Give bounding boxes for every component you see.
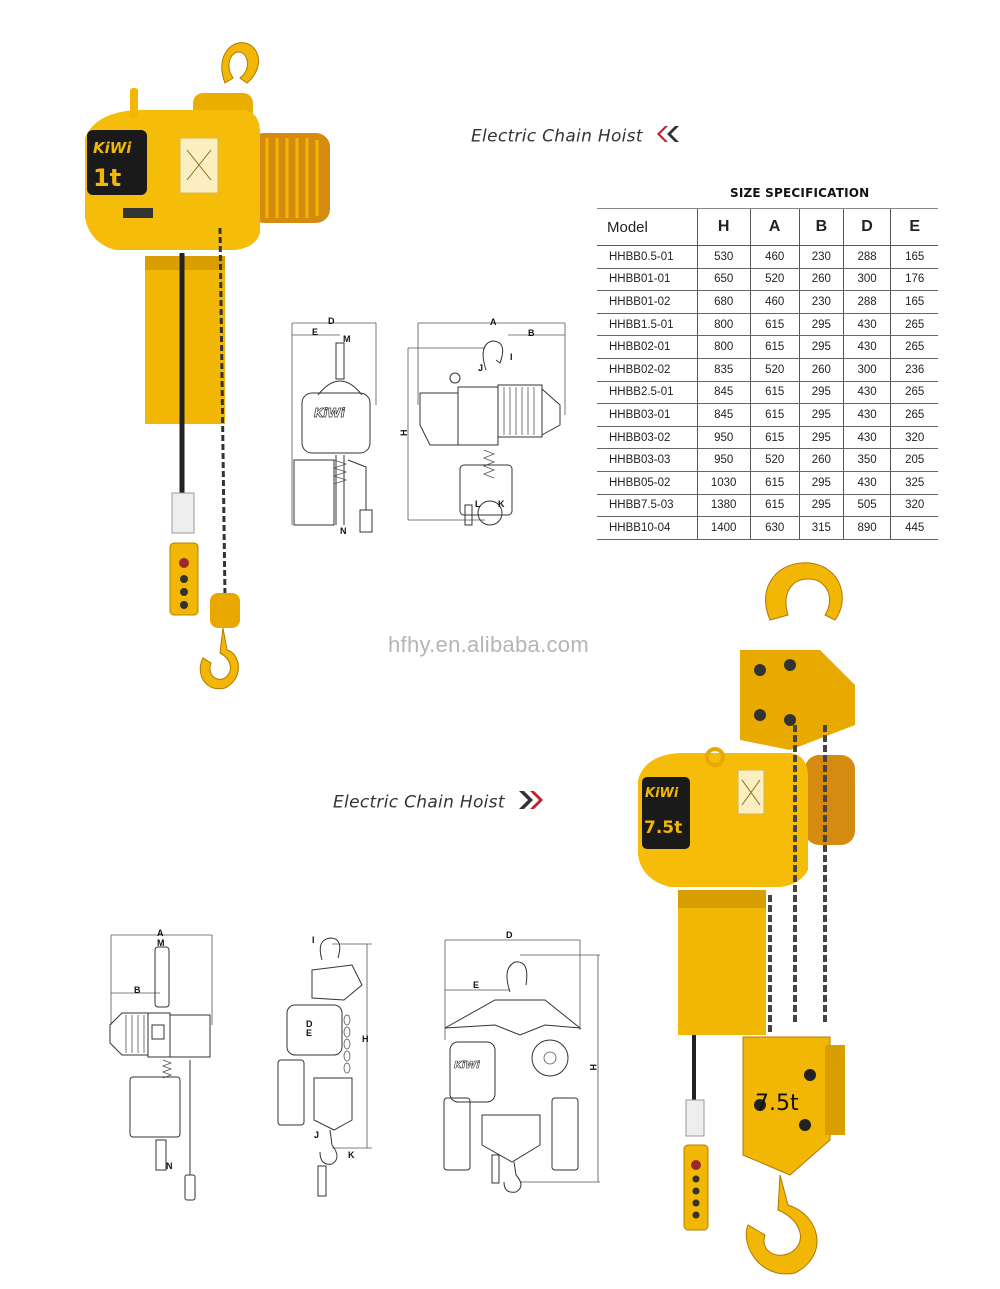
- table-row: [597, 426, 938, 449]
- cell-model: HHBB01-01: [597, 268, 697, 291]
- table-row: [597, 313, 938, 336]
- cell-h: 1380: [697, 494, 750, 517]
- svg-text:J: J: [314, 1130, 320, 1140]
- cell-model: HHBB02-02: [597, 358, 697, 381]
- cell-h: 1030: [697, 471, 750, 494]
- brand-logo: KiWi: [93, 139, 132, 157]
- cell-e: 236: [891, 358, 938, 381]
- cell-d: 300: [843, 268, 891, 291]
- cell-d: 430: [843, 426, 891, 449]
- cell-a: 615: [750, 404, 799, 427]
- cell-h: 950: [697, 449, 750, 472]
- hoist-photo-7-5t: [630, 555, 865, 1280]
- cell-d: 430: [843, 313, 891, 336]
- cell-b: 295: [799, 404, 843, 427]
- cell-a: 615: [750, 313, 799, 336]
- table-row: [597, 449, 938, 472]
- svg-text:D: D: [306, 1019, 313, 1029]
- column-header-e: E: [891, 209, 938, 246]
- column-header-h: H: [697, 209, 750, 246]
- cell-model: HHBB2.5-01: [597, 381, 697, 404]
- svg-text:I: I: [312, 935, 315, 945]
- electric-chain-hoist-7-5t-illustration: [630, 555, 865, 1280]
- size-specification-table: [597, 208, 938, 540]
- svg-text:H: H: [400, 429, 409, 436]
- cell-e: 445: [891, 517, 938, 540]
- table-row: [597, 381, 938, 404]
- column-header-model: Model: [597, 209, 697, 246]
- cell-h: 680: [697, 291, 750, 314]
- cell-a: 520: [750, 449, 799, 472]
- cell-d: 288: [843, 246, 891, 269]
- cell-d: 288: [843, 291, 891, 314]
- capacity-label: 1t: [93, 164, 122, 192]
- double-chevron-left-icon: [655, 125, 679, 148]
- cell-h: 950: [697, 426, 750, 449]
- svg-text:D: D: [328, 316, 335, 326]
- svg-text:L: L: [475, 499, 481, 509]
- svg-text:N: N: [166, 1161, 173, 1171]
- cell-b: 295: [799, 313, 843, 336]
- svg-text:KiWi: KiWi: [454, 1060, 480, 1071]
- table-row: [597, 358, 938, 381]
- cell-h: 800: [697, 313, 750, 336]
- table-row: [597, 246, 938, 269]
- cell-e: 265: [891, 381, 938, 404]
- cell-e: 265: [891, 336, 938, 359]
- cell-b: 230: [799, 246, 843, 269]
- cell-d: 300: [843, 358, 891, 381]
- cell-b: 295: [799, 494, 843, 517]
- cell-b: 295: [799, 336, 843, 359]
- heading-text: Electric Chain Hoist: [333, 792, 505, 813]
- cell-a: 520: [750, 358, 799, 381]
- table-row: [597, 471, 938, 494]
- cell-model: HHBB01-02: [597, 291, 697, 314]
- watermark-url: hfhy.en.alibaba.com: [388, 632, 589, 657]
- cell-e: 165: [891, 291, 938, 314]
- cell-e: 320: [891, 426, 938, 449]
- cell-model: HHBB10-04: [597, 517, 697, 540]
- svg-text:K: K: [498, 499, 505, 509]
- column-header-d: D: [843, 209, 891, 246]
- table-row: [597, 494, 938, 517]
- double-chevron-right-icon: [517, 790, 547, 815]
- section-heading-bottom: [333, 790, 547, 815]
- cell-d: 430: [843, 404, 891, 427]
- cell-h: 530: [697, 246, 750, 269]
- cell-a: 520: [750, 268, 799, 291]
- svg-text:M: M: [157, 938, 165, 948]
- cell-h: 845: [697, 404, 750, 427]
- svg-text:KiWi: KiWi: [314, 406, 345, 420]
- cell-h: 835: [697, 358, 750, 381]
- cell-b: 260: [799, 358, 843, 381]
- dimension-diagram-bottom-double: [440, 930, 605, 1200]
- svg-text:I: I: [510, 352, 513, 362]
- cell-h: 1400: [697, 517, 750, 540]
- capacity-label: 7.5t: [644, 818, 683, 838]
- cell-d: 430: [843, 381, 891, 404]
- svg-text:H: H: [588, 1064, 598, 1071]
- cell-model: HHBB03-01: [597, 404, 697, 427]
- cell-model: HHBB0.5-01: [597, 246, 697, 269]
- dimension-diagram-bottom-front: [272, 930, 382, 1205]
- cell-model: HHBB7.5-03: [597, 494, 697, 517]
- column-header-b: B: [799, 209, 843, 246]
- brand-logo: KiWi: [645, 786, 679, 801]
- svg-text:E: E: [312, 327, 319, 337]
- dimension-diagram-top-side: [400, 315, 570, 540]
- svg-text:A: A: [490, 317, 497, 327]
- cell-model: HHBB03-03: [597, 449, 697, 472]
- cell-b: 260: [799, 268, 843, 291]
- cell-e: 325: [891, 471, 938, 494]
- heading-text: Electric Chain Hoist: [471, 126, 643, 147]
- cell-e: 320: [891, 494, 938, 517]
- table-row: [597, 336, 938, 359]
- cell-model: HHBB05-02: [597, 471, 697, 494]
- svg-text:B: B: [134, 985, 141, 995]
- hook-block-capacity-label: 7.5t: [755, 1091, 799, 1116]
- svg-text:N: N: [340, 526, 347, 536]
- svg-text:J: J: [478, 363, 484, 373]
- cell-e: 265: [891, 404, 938, 427]
- cell-d: 505: [843, 494, 891, 517]
- column-header-a: A: [750, 209, 799, 246]
- svg-text:E: E: [306, 1028, 313, 1038]
- cell-b: 295: [799, 471, 843, 494]
- cell-model: HHBB03-02: [597, 426, 697, 449]
- cell-e: 176: [891, 268, 938, 291]
- section-heading-top: [471, 125, 679, 148]
- cell-a: 460: [750, 291, 799, 314]
- cell-model: HHBB1.5-01: [597, 313, 697, 336]
- cell-a: 630: [750, 517, 799, 540]
- svg-text:D: D: [506, 930, 513, 940]
- table-row: [597, 517, 938, 540]
- cell-a: 615: [750, 336, 799, 359]
- table-row: [597, 291, 938, 314]
- svg-text:H: H: [362, 1034, 369, 1044]
- cell-a: 615: [750, 381, 799, 404]
- svg-text:K: K: [348, 1150, 355, 1160]
- spec-table-title: SIZE SPECIFICATION: [730, 186, 870, 200]
- cell-a: 615: [750, 471, 799, 494]
- table-row: [597, 404, 938, 427]
- cell-e: 165: [891, 246, 938, 269]
- cell-d: 890: [843, 517, 891, 540]
- cell-h: 845: [697, 381, 750, 404]
- dimension-diagram-bottom-side: [108, 925, 218, 1205]
- cell-d: 430: [843, 336, 891, 359]
- cell-d: 430: [843, 471, 891, 494]
- cell-e: 265: [891, 313, 938, 336]
- svg-text:A: A: [157, 928, 164, 938]
- table-header-row: [597, 209, 938, 246]
- cell-b: 295: [799, 381, 843, 404]
- cell-e: 205: [891, 449, 938, 472]
- cell-a: 615: [750, 494, 799, 517]
- cell-b: 315: [799, 517, 843, 540]
- cell-b: 260: [799, 449, 843, 472]
- cell-b: 295: [799, 426, 843, 449]
- cell-d: 350: [843, 449, 891, 472]
- cell-a: 460: [750, 246, 799, 269]
- svg-text:B: B: [528, 328, 535, 338]
- cell-h: 800: [697, 336, 750, 359]
- cell-h: 650: [697, 268, 750, 291]
- table-row: [597, 268, 938, 291]
- svg-text:E: E: [473, 980, 480, 990]
- cell-b: 230: [799, 291, 843, 314]
- cell-a: 615: [750, 426, 799, 449]
- cell-model: HHBB02-01: [597, 336, 697, 359]
- dimension-diagram-top-front: [288, 315, 388, 540]
- svg-text:M: M: [343, 334, 351, 344]
